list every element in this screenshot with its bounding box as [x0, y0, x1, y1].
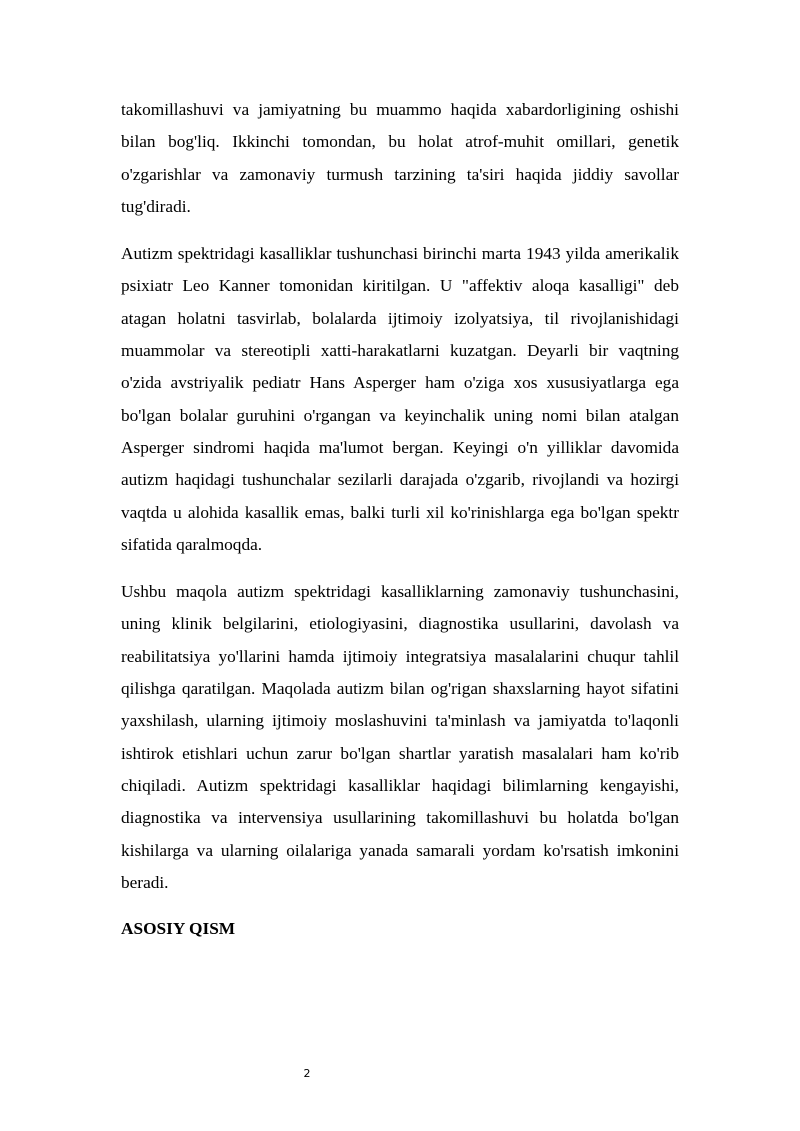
section-heading: ASOSIY QISM [121, 919, 236, 939]
page-content [121, 94, 679, 945]
body-paragraph-2: Autizm spektridagi kasalliklar tushunchasi birinchi marta 1943 yilda amerikalik psixiatr Leo Kanner tomonidan kiritilgan. U "affektiv aloqa kasalligi" deb atagan holatni tasvirlab, bolalarda ijtimoiy izolyatsiya, til rivojlanishidagi muammolar va stereotipli xatti-harakatlarni kuzatgan. Deyarli bir vaqtning o'zida avstriyalik pediatr Hans Asperger ham o'ziga xos xususiyatlarga ega bo'lgan bolalar guruhini o'rgangan va keyinchalik uning nomi bilan atalgan Asperger sindromi haqida ma'lumot bergan. Keyingi o'n yilliklar davomida autizm haqidagi tushunchalar sezilarli darajada o'zgarib, rivojlandi va hozirgi vaqtda u alohida kasallik emas, balki turli xil ko'rinishlarga ega bo'lgan spektr sifatida qaralmoqda. [121, 244, 679, 554]
body-paragraph-3: Ushbu maqola autizm spektridagi kasalliklarning zamonaviy tushunchasini, uning klinik belgilarini, etiologiyasini, diagnostika usullarini, davolash va reabilitatsiya yo'llarini hamda ijtimoiy integratsiya masalalarini chuqur tahlil qilishga qaratilgan. Maqolada autizm bilan og'rigan shaxslarning hayot sifatini yaxshilash, ularning ijtimoiy moslashuvini ta'minlash va jamiyatda to'laqonli ishtirok etishlari uchun zarur bo'lgan shartlar yaratish masalalari ham ko'rib chiqiladi. Autizm spektridagi kasalliklar haqidagi bilimlarning kengayishi, diagnostika va intervensiya usullarining takomillashuvi bu holatda bo'lgan kishilarga va ularning oilalariga yanada samarali yordam ko'rsatish imkonini beradi. [121, 582, 679, 892]
body-paragraph-1: takomillashuvi va jamiyatning bu muammo haqida xabardorligining oshishi bilan bog'liq. Ikkinchi tomondan, bu holat atrof-muhit omillari, genetik o'zgarishlar va zamonaviy turmush tarzining ta'siri haqida jiddiy savollar tug'diradi. [121, 100, 679, 216]
page-number: 2 [303, 1067, 311, 1080]
